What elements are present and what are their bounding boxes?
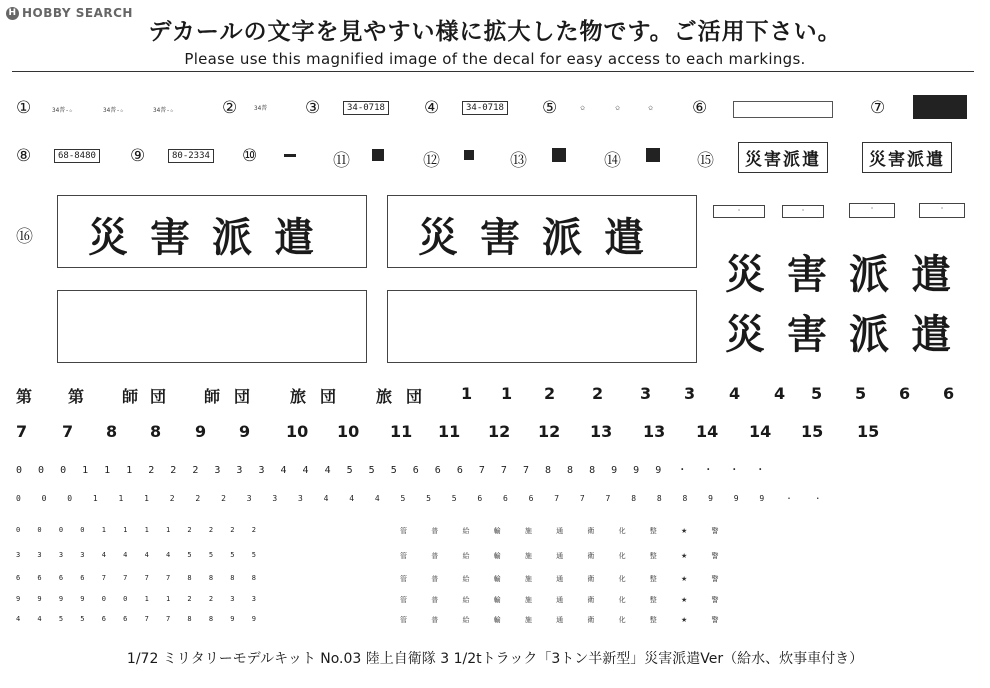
product-caption: 1/72 ミリタリーモデルキット No.03 陸上自衛隊 3 1/2tトラック「3トン半新型」災害派遣Ver（給水、炊事車付き） [126, 651, 864, 667]
decal-16-blank-b [387, 290, 697, 363]
kanji-row: 管 普 給 輸 施 通 衛 化 整 ★ 警 [400, 527, 719, 535]
decal-3-code: 34-0718 [343, 101, 389, 115]
logo-mark-icon: H [6, 7, 19, 20]
decal-12-mark [464, 150, 474, 160]
decal-16-text-d: 災害派遣 [725, 312, 973, 358]
decal-9-code: 80-2334 [168, 149, 214, 163]
decal-8-code: 68-8480 [54, 149, 100, 163]
star-icon: ✩ [648, 103, 654, 113]
small-box: · [713, 205, 765, 218]
decal-row-4: 0 0 0 1 1 1 2 2 2 3 3 3 4 4 4 5 5 5 6 6 6 7 7 7 8 8 8 9 9 9 ・ ・ [16, 494, 822, 503]
decal-1b: 34普-☆ [103, 107, 124, 114]
marker-16: ⑯ [16, 227, 33, 247]
decal-7-block [913, 95, 967, 119]
small-digit-row: 6 6 6 6 7 7 7 7 8 8 8 8 [16, 574, 256, 582]
page-title-jp: デカールの文字を見やすい様に拡大した物です。ご活用下さい。 [148, 19, 842, 45]
marker-13: ⑬ [510, 151, 527, 171]
decal-16-text-b: 災害派遣 [418, 215, 666, 261]
decal-2: 34普 [254, 105, 268, 112]
star-icon: ✩ [580, 103, 586, 113]
small-box: · [782, 205, 824, 218]
decal-15-plate-b: 災害派遣 [862, 142, 952, 173]
marker-14: ⑭ [604, 151, 621, 171]
marker-15: ⑮ [697, 151, 714, 171]
decal-6-frame [733, 101, 833, 118]
marker-9: ⑨ [130, 146, 146, 166]
decal-13-mark [552, 148, 566, 162]
marker-5: ⑤ [542, 98, 558, 118]
small-digit-row: 3 3 3 3 4 4 4 4 5 5 5 5 [16, 551, 256, 559]
decal-1a: 34普-☆ [52, 107, 73, 114]
small-digit-row: 0 0 0 0 1 1 1 1 2 2 2 2 [16, 526, 256, 534]
kanji-row: 管 普 給 輸 施 通 衛 化 整 ★ 警 [400, 575, 719, 583]
marker-8: ⑧ [16, 146, 32, 166]
decal-4-code: 34-0718 [462, 101, 508, 115]
star-icon: ✩ [615, 103, 621, 113]
decal-10-mark [284, 154, 296, 157]
marker-7: ⑦ [870, 98, 886, 118]
marker-12: ⑫ [423, 151, 440, 171]
decal-16-blank-a [57, 290, 367, 363]
decal-16-text-c: 災害派遣 [725, 252, 973, 298]
marker-2: ② [222, 98, 238, 118]
decal-15-plate-a: 災害派遣 [738, 142, 828, 173]
kanji-row: 管 普 給 輸 施 通 衛 化 整 ★ 警 [400, 616, 719, 624]
decal-16-panel-b [387, 195, 697, 268]
small-box: · [919, 203, 965, 218]
marker-10: ⑩ [242, 146, 258, 166]
decal-11-mark [372, 149, 384, 161]
small-digit-row: 4 4 5 5 6 6 7 7 8 8 9 9 [16, 615, 256, 623]
marker-6: ⑥ [692, 98, 708, 118]
decal-16-panel-a [57, 195, 367, 268]
small-digit-row: 9 9 9 9 0 0 1 1 2 2 3 3 [16, 595, 256, 603]
page-title-en: Please use this magnified image of the decal for easy access to each markings. [184, 50, 806, 68]
decal-1c: 34普-☆ [153, 107, 174, 114]
marker-1: ① [16, 98, 32, 118]
decal-16-text-a: 災害派遣 [88, 215, 336, 261]
kanji-row: 管 普 給 輸 施 通 衛 化 整 ★ 警 [400, 552, 719, 560]
marker-4: ④ [424, 98, 440, 118]
marker-3: ③ [305, 98, 321, 118]
marker-11: ⑪ [333, 151, 350, 171]
decal-row-3: 0 0 0 1 1 1 2 2 2 3 3 3 4 4 4 5 5 5 6 6 6 7 7 7 8 8 8 9 9 9 ・ ・ ・ ・ [16, 465, 766, 476]
logo-text: HOBBY SEARCH [22, 6, 133, 20]
small-box: · [849, 203, 895, 218]
decal-14-mark [646, 148, 660, 162]
kanji-row: 管 普 給 輸 施 通 衛 化 整 ★ 警 [400, 596, 719, 604]
header-divider [12, 71, 974, 72]
